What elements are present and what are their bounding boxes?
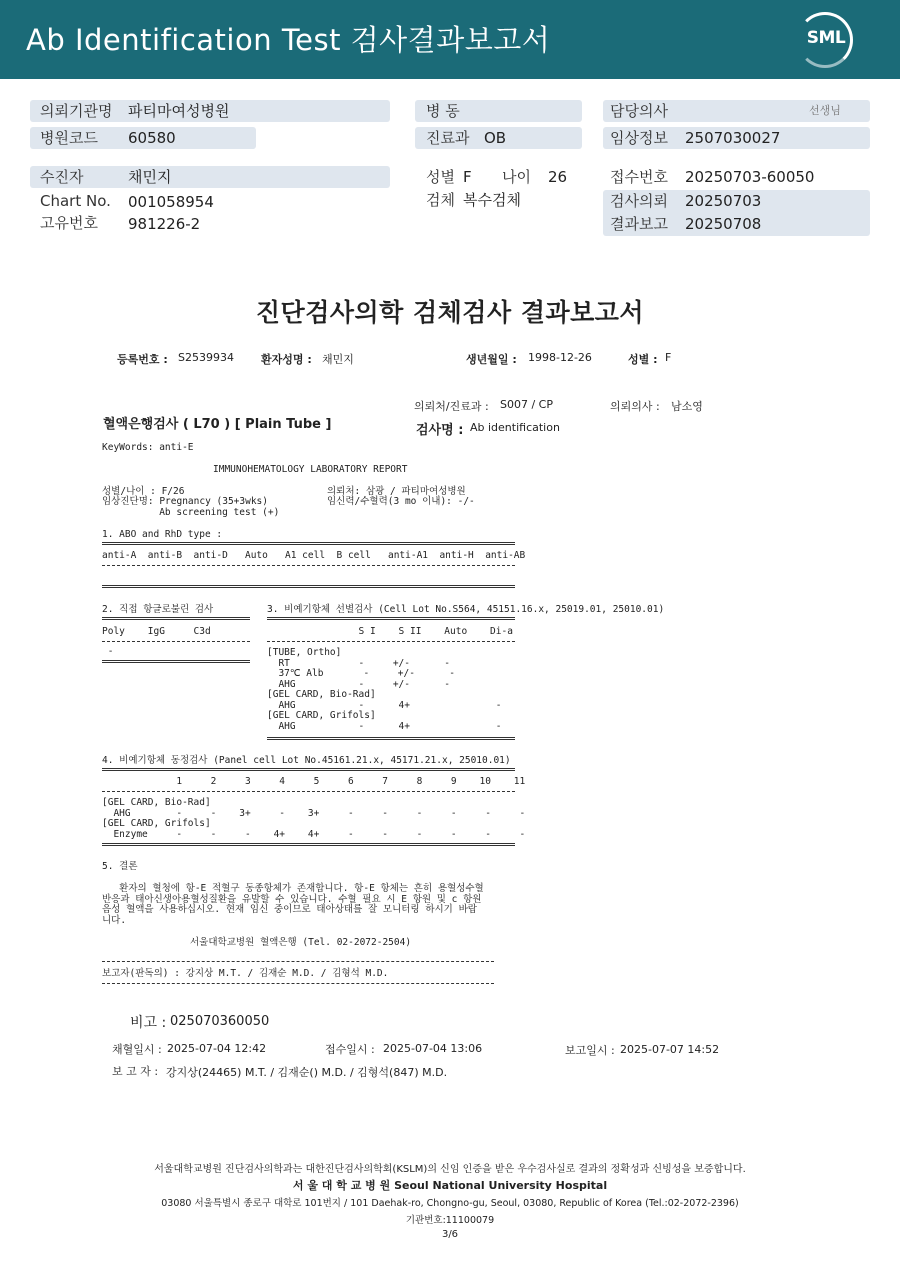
divider: [267, 737, 515, 740]
section-2-title: 2. 직접 항글로불린 검사: [102, 604, 214, 615]
report-date-label: 결과보고: [610, 215, 668, 233]
divider: [267, 617, 515, 620]
section-3-title: 3. 비예기항체 선별검사 (Cell Lot No.S564, 45151.16.x, 25019.01, 25010.01): [267, 604, 665, 615]
divider: [102, 617, 250, 620]
header-bar: [0, 0, 900, 79]
ref-doctor-label: 의뢰의사 :: [610, 400, 660, 413]
report-date-value: 20250708: [685, 215, 762, 233]
receipt-no-label: 접수번호: [610, 168, 668, 186]
org-number: 기관번호:11100079: [405, 1215, 495, 1226]
reporter-value: 강지상(24465) M.T. / 김재순() M.D. / 김형석(847) M.D.: [166, 1066, 448, 1079]
reporter-line: 보고자(판독의) : 강지상 M.T. / 김재순 M.D. / 김형석 M.D.: [102, 968, 389, 979]
document-title: Ab Identification Test 검사결과보고서: [26, 23, 551, 57]
institution-value: 파티마여성병원: [128, 102, 230, 120]
patient-name-label: 환자성명 :: [261, 353, 312, 366]
doctor-label: 담당의사: [610, 102, 668, 120]
collect-time-label: 채혈일시 :: [112, 1043, 162, 1056]
divider: [102, 542, 515, 545]
conclusion-text: 환자의 혈청에 항-E 적혈구 동종항체가 존재합니다. 항-E 항체는 흔히 용혈성수혈 반응과 태아신생아용혈성질환을 유발할 수 있습니다. 수혈 필요 시 E 항원 및 c 항원 음성 혈액을 사용하십시오. 현재 임신 중이므로 태아상태를 잘 모니터링 하시기 바랍 니다.: [102, 883, 484, 926]
section-1-title: 1. ABO and RhD type :: [102, 529, 223, 540]
section-5-title: 5. 결론: [102, 861, 138, 872]
reg-no-value: S2539934: [178, 351, 234, 364]
divider: [102, 585, 515, 588]
clinical-info-value: 2507030027: [685, 129, 781, 147]
receive-time-label: 접수일시 :: [325, 1043, 375, 1056]
certification-line: 서울대학교병원 진단검사의학과는 대한진단검사의학회(KSLM)의 신임 인증을 받은 우수검사실로 결과의 정확성과 신빙성을 보증합니다.: [154, 1164, 746, 1175]
report-sex-value: F: [665, 351, 672, 364]
unique-no-label: 고유번호: [40, 214, 98, 232]
divider: [102, 983, 494, 984]
patient-row: [30, 166, 390, 188]
dat-header: Poly IgG C3d: [102, 626, 211, 637]
pregnancy-line: 임신력/수혈력(3 mo 이내): -/-: [327, 496, 475, 507]
clinical-info-label: 임상정보: [610, 129, 668, 147]
collect-time-value: 2025-07-04 12:42: [167, 1042, 267, 1055]
divider: [102, 660, 250, 663]
unique-no-value: 981226-2: [128, 215, 201, 233]
reg-no-label: 등록번호 :: [117, 353, 168, 366]
panel-results: [GEL CARD, Bio-Rad] AHG - - 3+ - 3+ - - - - - - [GEL CARD, Grifols] Enzyme - - - 4+ 4+ - - - - - -: [102, 797, 526, 840]
dob-value: 1998-12-26: [528, 351, 592, 364]
referral-value: S007 / CP: [500, 398, 553, 411]
divider: [102, 768, 515, 771]
chart-no-value: 001058954: [128, 193, 214, 211]
sex-value: F: [463, 168, 472, 186]
abo-rhd-header: anti-A anti-B anti-D Auto A1 cell B cell anti-A1 anti-H anti-AB: [102, 550, 526, 561]
sex-age-line: 성별/나이 : F/26: [102, 486, 185, 497]
report-time-label: 보고일시 :: [565, 1044, 615, 1057]
hospital-code-value: 60580: [128, 129, 176, 147]
dept-value: OB: [484, 129, 507, 147]
doctor-value: 선생님: [809, 104, 841, 117]
panel-header: 1 2 3 4 5 6 7 8 9 10 11: [102, 776, 526, 787]
chart-no-label: Chart No.: [40, 192, 111, 210]
ward-label: 병 동: [426, 102, 460, 120]
ref-doctor-value: 남소영: [671, 400, 703, 413]
referral-label: 의뢰처/진료과 :: [414, 400, 489, 413]
divider: [102, 961, 494, 962]
screening-header: S I S II Auto Di-a: [267, 626, 513, 637]
divider: [102, 641, 250, 642]
reporter-label: 보 고 자 :: [112, 1065, 159, 1078]
screening-results: [TUBE, Ortho] RT - +/- - 37℃ Alb - +/- - AHG - +/- - [GEL CARD, Bio-Rad] AHG - 4+ - [GEL CARD, Grifols] AHG - 4+ -: [267, 647, 502, 732]
hospital-code-label: 병원코드: [40, 129, 98, 147]
clinical-diagnosis-line: 임상진단명: Pregnancy (35+3wks): [102, 496, 268, 507]
test-name-value: Ab identification: [470, 421, 560, 434]
lab-report-title: IMMUNOHEMATOLOGY LABORATORY REPORT: [213, 464, 408, 475]
remark-label: 비고 :: [130, 1015, 167, 1031]
section-4-title: 4. 비예기항체 동정검사 (Panel cell Lot No.45161.21.x, 45171.21.x, 25010.01): [102, 755, 511, 766]
specimen-value: 복수검체: [463, 191, 521, 209]
age-label: 나이: [502, 168, 531, 186]
request-date-value: 20250703: [685, 192, 762, 210]
patient-label: 수진자: [40, 168, 84, 186]
divider: [267, 641, 515, 642]
specimen-label: 검체: [426, 191, 455, 209]
report-title: 진단검사의학 검체검사 결과보고서: [255, 298, 645, 327]
report-time-value: 2025-07-07 14:52: [620, 1043, 720, 1056]
hospital-name: 서 울 대 학 교 병 원 Seoul National University Hospital: [292, 1179, 608, 1192]
sml-logo: SML: [806, 28, 846, 48]
page-number: 3/6: [441, 1229, 459, 1240]
patient-name-value: 채민지: [322, 353, 354, 366]
dob-label: 생년월일 :: [466, 353, 517, 366]
sex-label: 성별: [426, 168, 455, 186]
referrer-line: 의뢰처: 삼광 / 파티마여성병원: [327, 486, 466, 497]
test-heading: 혈액은행검사 ( L70 ) [ Plain Tube ]: [103, 417, 332, 432]
test-name-label: 검사명 :: [416, 423, 464, 438]
age-value: 26: [548, 168, 568, 186]
dat-result: -: [102, 646, 114, 657]
blood-bank-line: 서울대학교병원 혈액은행 (Tel. 02-2072-2504): [190, 937, 412, 948]
divider: [102, 791, 515, 792]
request-date-label: 검사의뢰: [610, 192, 668, 210]
dept-label: 진료과: [426, 129, 470, 147]
institution-label: 의뢰기관명: [40, 102, 113, 120]
remark-value: 025070360050: [170, 1014, 270, 1029]
keywords: KeyWords: anti-E: [102, 442, 194, 453]
divider: [102, 565, 515, 566]
receive-time-value: 2025-07-04 13:06: [383, 1042, 483, 1055]
divider: [102, 843, 515, 846]
hospital-address: 03080 서울특별시 종로구 대학로 101번지 / 101 Daehak-ro, Chongno-gu, Seoul, 03080, Republic of Korea (Tel.:02-2072-2396): [161, 1198, 739, 1209]
receipt-no-value: 20250703-60050: [685, 168, 815, 186]
patient-value: 채민지: [128, 168, 172, 186]
clinical-diagnosis-line-2: Ab screening test (+): [102, 507, 280, 518]
report-sex-label: 성별 :: [628, 353, 658, 366]
